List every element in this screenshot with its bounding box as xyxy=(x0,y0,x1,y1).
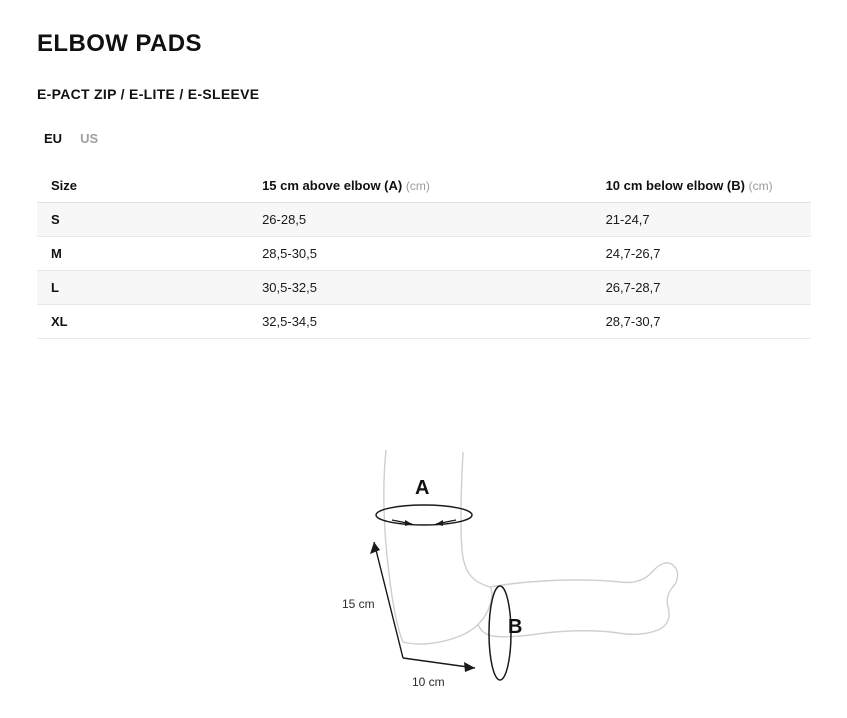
dimension-arrow-right xyxy=(464,662,475,672)
cell-below-elbow: 28,7-30,7 xyxy=(605,314,661,329)
ellipse-a xyxy=(376,505,472,525)
table-row xyxy=(37,237,811,271)
size-chart-table xyxy=(37,169,811,339)
table-header xyxy=(37,169,811,203)
page-title: ELBOW PADS xyxy=(37,30,202,57)
tab-unit-us[interactable]: US xyxy=(80,131,99,146)
column-header-above-elbow xyxy=(262,169,606,203)
label-a: A xyxy=(415,477,430,499)
cell-size: M xyxy=(51,246,62,261)
column-header-above-elbow-label: 15 cm above elbow (A) xyxy=(262,178,403,193)
cell-below-elbow: 26,7-28,7 xyxy=(605,280,661,295)
dimension-label-horizontal: 10 cm xyxy=(412,675,445,689)
column-header-size: Size xyxy=(37,169,262,203)
tab-unit-eu[interactable]: EU xyxy=(44,131,63,146)
cell-size: S xyxy=(51,212,60,227)
cell-below-elbow: 21-24,7 xyxy=(605,212,650,227)
label-b: B xyxy=(508,616,523,638)
column-header-below-elbow xyxy=(606,169,811,203)
column-header-below-elbow-unit: (cm) xyxy=(748,179,773,193)
measurement-diagram xyxy=(300,430,720,700)
unit-toggle xyxy=(44,131,98,146)
column-header-below-elbow-label: 10 cm below elbow (B) xyxy=(605,178,745,193)
table-row xyxy=(37,305,811,339)
cell-size: XL xyxy=(51,314,68,329)
dimension-label-vertical: 15 cm xyxy=(342,597,375,611)
table-header-row xyxy=(37,169,811,203)
table-body xyxy=(37,203,811,339)
column-header-above-elbow-unit: (cm) xyxy=(405,179,430,193)
cell-above-elbow: 28,5-30,5 xyxy=(262,246,317,261)
dimension-line-vertical xyxy=(374,542,403,658)
page-subtitle: E-PACT ZIP / E-LITE / E-SLEEVE xyxy=(37,86,260,102)
table-row xyxy=(37,203,811,237)
cell-size: L xyxy=(51,280,59,295)
cell-above-elbow: 26-28,5 xyxy=(262,212,307,227)
arm-diagram-svg xyxy=(300,430,720,700)
cell-below-elbow: 24,7-26,7 xyxy=(605,246,661,261)
table-row xyxy=(37,271,811,305)
dimension-arrow-up xyxy=(370,542,380,554)
cell-above-elbow: 32,5-34,5 xyxy=(262,314,317,329)
cell-above-elbow: 30,5-32,5 xyxy=(262,280,317,295)
